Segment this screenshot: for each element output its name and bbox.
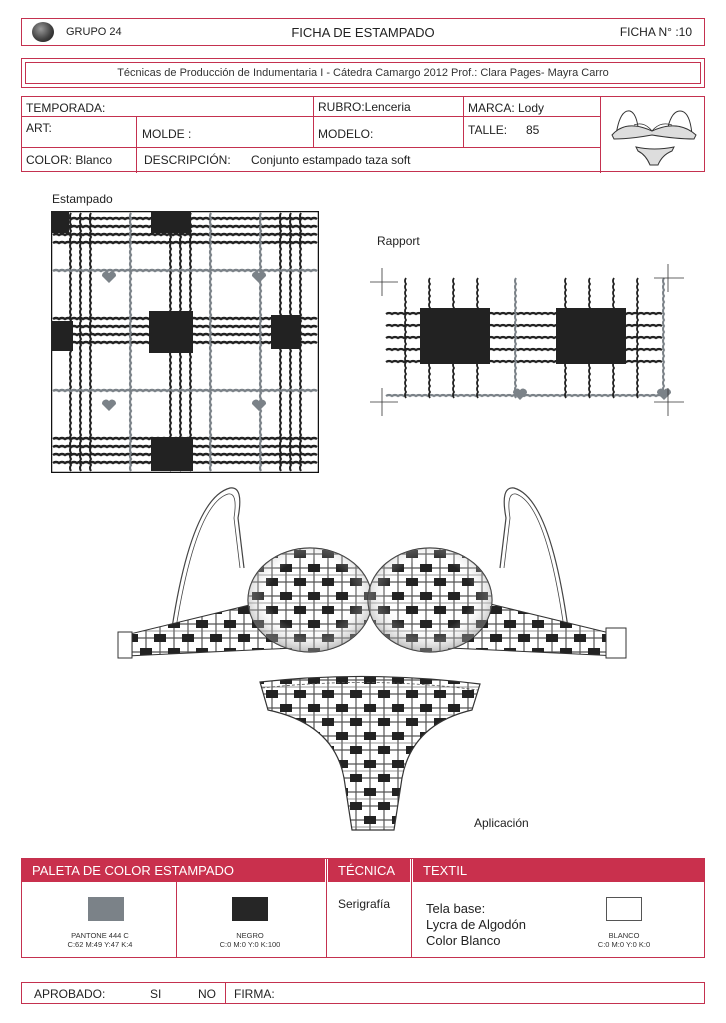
- estampado-label: Estampado: [52, 192, 113, 206]
- tecnica-value: Serigrafía: [338, 897, 391, 911]
- negro-cmyk: C:0 M:0 Y:0 K:100: [219, 940, 281, 949]
- molde-label: MOLDE :: [142, 127, 192, 141]
- tecnica-header: TÉCNICA: [328, 859, 410, 882]
- descripcion-label: DESCRIPCIÓN:: [144, 153, 231, 167]
- rapport-label: Rapport: [377, 234, 420, 248]
- aprobado-label: APROBADO:: [34, 987, 106, 1001]
- descripcion-value: Conjunto estampado taza soft: [251, 153, 411, 167]
- negro-name: NEGRO: [236, 931, 264, 940]
- modelo-label: MODELO:: [318, 127, 374, 141]
- ficha-number: FICHA N° :10: [619, 25, 692, 39]
- page-title: FICHA DE ESTAMPADO: [291, 25, 435, 40]
- textil-line2: Lycra de Algodón: [426, 917, 526, 932]
- info-table: [21, 96, 705, 172]
- estampado-pattern: [51, 211, 319, 473]
- textil-line1: Tela base:: [426, 901, 486, 916]
- aplicacion-label: Aplicación: [474, 816, 529, 830]
- talle-label: TALLE:: [468, 123, 508, 137]
- pantone-cmyk: C:62 M:49 Y:47 K:4: [67, 940, 133, 949]
- palette-header: PALETA DE COLOR ESTAMPADO: [22, 859, 325, 882]
- talle-value: 85: [526, 123, 540, 137]
- color-field: COLOR: Blanco: [26, 153, 113, 167]
- art-label: ART:: [26, 121, 52, 135]
- marca-field: MARCA: Lody: [468, 101, 545, 115]
- firma-label: FIRMA:: [234, 987, 275, 1001]
- negro-swatch: [232, 897, 268, 921]
- textil-line3: Color Blanco: [426, 933, 501, 948]
- approval-no-option[interactable]: NO: [198, 987, 216, 1001]
- rapport-pattern: [366, 262, 690, 420]
- rubro-field: RUBRO:Lenceria: [318, 100, 411, 114]
- header-bar: [21, 18, 705, 46]
- approval-si-option[interactable]: SI: [150, 987, 162, 1001]
- course-bar: [21, 58, 705, 88]
- blanco-cmyk: C:0 M:0 Y:0 K:0: [597, 940, 651, 949]
- palette-section: [21, 858, 705, 958]
- blanco-swatch: [606, 897, 642, 921]
- group-label: GRUPO 24: [66, 26, 122, 38]
- garment-application-illustration: [112, 478, 632, 838]
- textil-header: TEXTIL: [413, 859, 704, 882]
- approval-bar: [21, 982, 705, 1004]
- temporada-label: TEMPORADA:: [26, 101, 106, 115]
- course-text: Técnicas de Producción de Indumentaria I - Cátedra Camargo 2012 Prof.: Clara Pages- Mayra Carro: [25, 62, 701, 84]
- garment-thumbnail-icon: [606, 101, 700, 169]
- pantone-swatch: [88, 897, 124, 921]
- pantone-name: PANTONE 444 C: [71, 931, 129, 940]
- blanco-name: BLANCO: [608, 931, 640, 940]
